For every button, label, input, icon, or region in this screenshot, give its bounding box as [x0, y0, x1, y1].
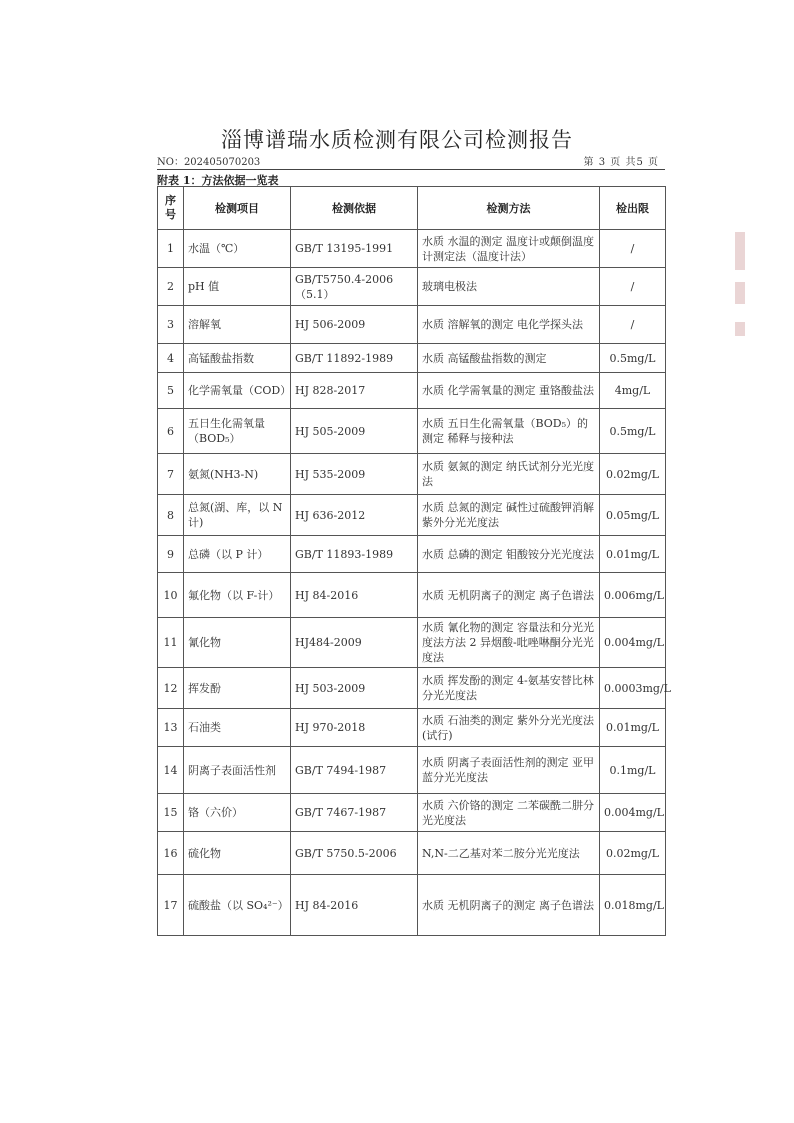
row-item: 石油类 [184, 709, 291, 747]
row-number: 4 [158, 344, 184, 373]
table-row [158, 230, 666, 268]
table-row [158, 573, 666, 618]
row-number: 15 [158, 794, 184, 832]
row-basis: GB/T 7467-1987 [291, 794, 418, 832]
row-method: N,N-二乙基对苯二胺分光光度法 [418, 832, 600, 875]
row-limit: / [600, 230, 666, 268]
row-limit: 0.004mg/L [600, 618, 666, 668]
row-basis: HJ 506-2009 [291, 306, 418, 344]
col-header-basis: 检测依据 [291, 187, 418, 230]
row-limit: 0.01mg/L [600, 709, 666, 747]
row-item: 氨氮(NH3-N) [184, 454, 291, 495]
row-limit: 0.02mg/L [600, 454, 666, 495]
row-basis: HJ 505-2009 [291, 409, 418, 454]
table-row [158, 268, 666, 306]
row-method: 水质 无机阴离子的测定 离子色谱法 [418, 573, 600, 618]
row-limit: 0.004mg/L [600, 794, 666, 832]
row-method: 水质 阴离子表面活性剂的测定 亚甲蓝分光光度法 [418, 747, 600, 794]
row-number: 7 [158, 454, 184, 495]
table-row [158, 875, 666, 936]
table-row [158, 409, 666, 454]
row-item: 氰化物 [184, 618, 291, 668]
col-header-item: 检测项目 [184, 187, 291, 230]
table-row [158, 832, 666, 875]
row-number: 13 [158, 709, 184, 747]
method-basis-table [157, 186, 671, 936]
row-basis: GB/T 13195-1991 [291, 230, 418, 268]
col-header-method: 检测方法 [418, 187, 600, 230]
row-basis: GB/T5750.4-2006 （5.1） [291, 268, 418, 306]
row-number: 17 [158, 875, 184, 936]
row-method: 水质 无机阴离子的测定 离子色谱法 [418, 875, 600, 936]
row-item: 氟化物（以 F-计） [184, 573, 291, 618]
table-row [158, 668, 666, 709]
row-method: 水质 石油类的测定 紫外分光光度法(试行) [418, 709, 600, 747]
table-row [158, 373, 666, 409]
row-limit: 0.02mg/L [600, 832, 666, 875]
row-limit: 0.5mg/L [600, 344, 666, 373]
table-row [158, 306, 666, 344]
row-method: 水质 高锰酸盐指数的测定 [418, 344, 600, 373]
row-basis: HJ484-2009 [291, 618, 418, 668]
row-item: 水温（℃） [184, 230, 291, 268]
row-basis: GB/T 7494-1987 [291, 747, 418, 794]
row-basis: HJ 970-2018 [291, 709, 418, 747]
row-number: 10 [158, 573, 184, 618]
row-limit: 0.05mg/L [600, 495, 666, 536]
row-number: 2 [158, 268, 184, 306]
row-method: 水质 总磷的测定 钼酸铵分光光度法 [418, 536, 600, 573]
row-basis: GB/T 11893-1989 [291, 536, 418, 573]
page-indicator: 第 3 页 共5 页 [583, 157, 659, 168]
row-basis: HJ 503-2009 [291, 668, 418, 709]
table-row [158, 794, 666, 832]
row-basis: HJ 636-2012 [291, 495, 418, 536]
row-number: 11 [158, 618, 184, 668]
row-limit: 0.5mg/L [600, 409, 666, 454]
row-number: 6 [158, 409, 184, 454]
row-method: 水质 氨氮的测定 纳氏试剂分光光度法 [418, 454, 600, 495]
row-basis: GB/T 11892-1989 [291, 344, 418, 373]
row-item: 硫化物 [184, 832, 291, 875]
row-item: 高锰酸盐指数 [184, 344, 291, 373]
row-method: 水质 五日生化需氧量（BOD₅）的测定 稀释与接种法 [418, 409, 600, 454]
table-row [158, 709, 666, 747]
row-item: 挥发酚 [184, 668, 291, 709]
row-limit: 0.018mg/L [600, 875, 666, 936]
col-header-number-text: 序 号 [165, 194, 176, 221]
row-limit: 0.006mg/L [600, 573, 666, 618]
row-method: 水质 挥发酚的测定 4-氨基安替比林分光光度法 [418, 668, 600, 709]
row-limit: / [600, 306, 666, 344]
row-basis: HJ 828-2017 [291, 373, 418, 409]
row-limit: / [600, 268, 666, 306]
row-basis: GB/T 5750.5-2006 [291, 832, 418, 875]
row-limit: 0.0003mg/L [600, 668, 666, 709]
row-limit: 0.01mg/L [600, 536, 666, 573]
row-item: pH 值 [184, 268, 291, 306]
row-item: 总磷（以 P 计） [184, 536, 291, 573]
row-number: 8 [158, 495, 184, 536]
row-item: 硫酸盐（以 SO₄²⁻） [184, 875, 291, 936]
row-item: 阴离子表面活性剂 [184, 747, 291, 794]
scan-edge-mark [735, 282, 745, 304]
row-item: 溶解氧 [184, 306, 291, 344]
row-method: 水质 水温的测定 温度计或颠倒温度计测定法（温度计法） [418, 230, 600, 268]
row-item: 总氮(湖、库，以 N 计) [184, 495, 291, 536]
report-title: 淄博谱瑞水质检测有限公司检测报告 [221, 128, 573, 152]
row-method: 水质 总氮的测定 碱性过硫酸钾消解紫外分光光度法 [418, 495, 600, 536]
row-number: 3 [158, 306, 184, 344]
row-number: 12 [158, 668, 184, 709]
col-header-limit: 检出限 [600, 187, 666, 230]
report-number: NO：202405070203 [157, 157, 261, 168]
row-method: 水质 溶解氧的测定 电化学探头法 [418, 306, 600, 344]
table-row [158, 454, 666, 495]
table-caption: 附表 1：方法依据一览表 [157, 174, 279, 187]
row-method: 水质 氰化物的测定 容量法和分光光度法方法 2 异烟酸-吡唑啉酮分光光度法 [418, 618, 600, 668]
row-method: 水质 化学需氧量的测定 重铬酸盐法 [418, 373, 600, 409]
scan-edge-mark [735, 322, 745, 336]
row-item: 化学需氧量（COD） [184, 373, 291, 409]
row-limit: 4mg/L [600, 373, 666, 409]
row-item: 五日生化需氧量（BOD₅） [184, 409, 291, 454]
row-number: 16 [158, 832, 184, 875]
row-method: 玻璃电极法 [418, 268, 600, 306]
row-limit: 0.1mg/L [600, 747, 666, 794]
row-number: 9 [158, 536, 184, 573]
col-header-number [158, 187, 184, 230]
table-header-row [158, 187, 666, 230]
table-row [158, 344, 666, 373]
row-number: 14 [158, 747, 184, 794]
row-number: 1 [158, 230, 184, 268]
report-meta [157, 153, 665, 170]
row-basis: HJ 84-2016 [291, 573, 418, 618]
row-item: 铬（六价） [184, 794, 291, 832]
row-basis: HJ 84-2016 [291, 875, 418, 936]
table-row [158, 536, 666, 573]
row-number: 5 [158, 373, 184, 409]
table-row [158, 618, 666, 668]
scan-edge-mark [735, 232, 745, 270]
row-basis: HJ 535-2009 [291, 454, 418, 495]
table-row [158, 747, 666, 794]
row-method: 水质 六价铬的测定 二苯碳酰二肼分光光度法 [418, 794, 600, 832]
table-row [158, 495, 666, 536]
